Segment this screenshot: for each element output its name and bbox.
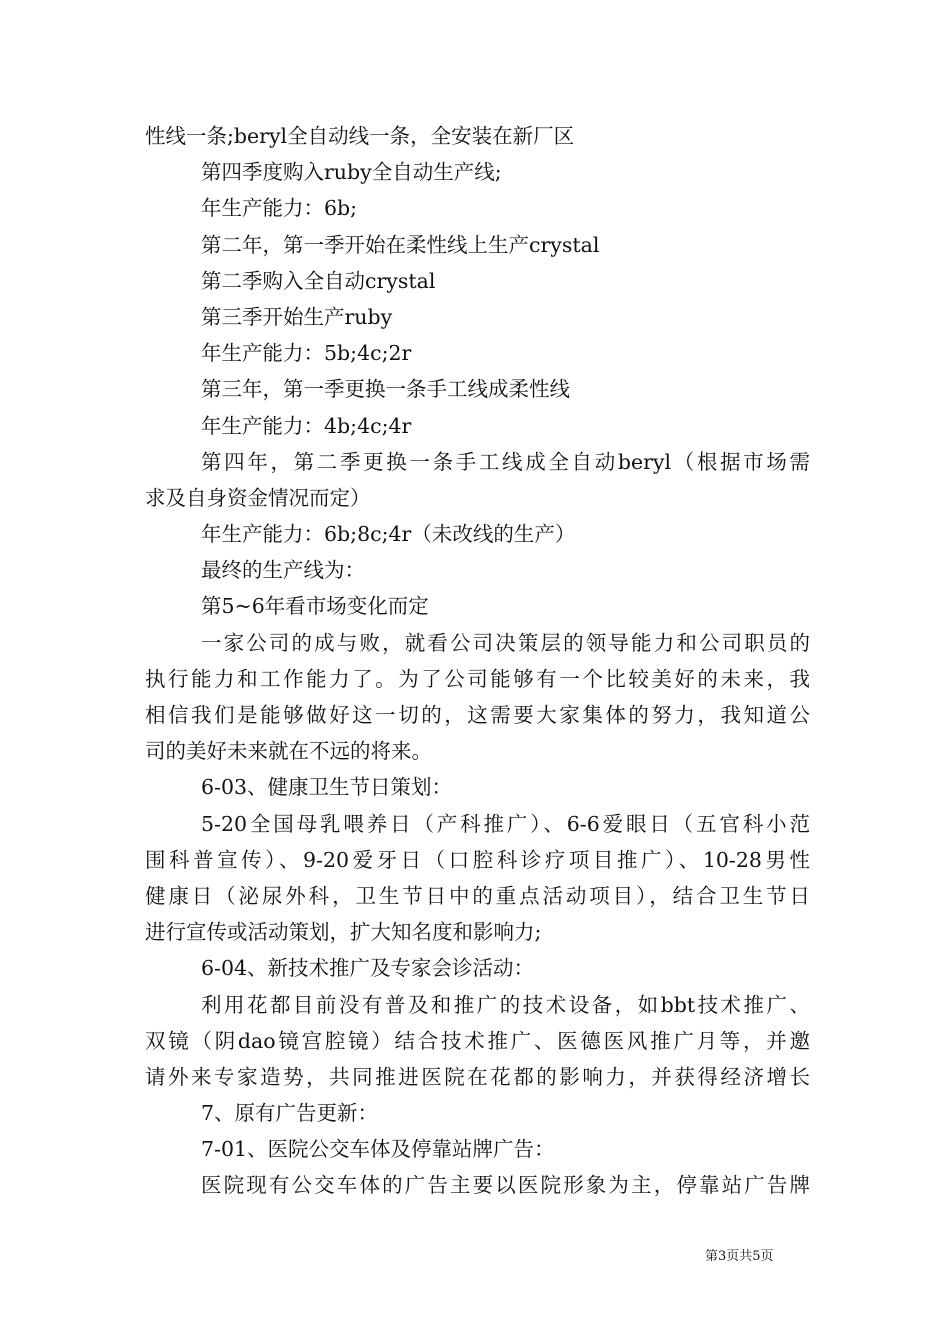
page-number: 第3页共5页 [705,1249,774,1264]
text-line: 第三季开始生产ruby [201,304,393,329]
text-line: 第二季购入全自动crystal [201,268,436,293]
text-line: 第四季度购入ruby全自动生产线; [201,160,502,185]
document-body [145,118,810,1204]
text-line: 第二年，第一季开始在柔性线上生产crystal [201,232,600,257]
text-line: 利用花都目前没有普及和推广的技术设备，如bbt技术推广、 [201,992,810,1017]
text-line: 年生产能力：5b;4c;2r [201,341,412,366]
text-line: 围科普宣传）、9-20爱牙日（口腔科诊疗项目推广）、10-28男性 [145,847,810,872]
text-line: 第四年，第二季更换一条手工线成全自动beryl（根据市场需 [201,449,810,474]
text-line: 6-04、新技术推广及专家会诊活动： [201,956,535,981]
text-line: 第5~6年看市场变化而定 [201,594,429,619]
text-line: 健康日（泌尿外科，卫生节日中的重点活动项目），结合卫生节日 [145,883,810,908]
text-line: 相信我们是能够做好这一切的，这需要大家集体的努力，我知道公 [145,703,810,727]
text-line: 7、原有广告更新： [201,1101,379,1126]
text-line: 求及自身资金情况而定） [145,485,371,510]
text-line: 5-20全国母乳喂养日（产科推广）、6-6爱眼日（五官科小范 [201,811,810,836]
text-line: 年生产能力：6b; [201,196,358,221]
text-line: 执行能力和工作能力了。为了公司能够有一个比较美好的未来，我 [145,666,810,691]
text-line: 医院现有公交车体的广告主要以医院形象为主，停靠站广告牌 [201,1173,810,1198]
text-line: 6-03、健康卫生节日策划： [201,775,453,800]
text-line: 一家公司的成与败，就看公司决策层的领导能力和公司职员的 [201,630,810,655]
text-line: 7-01、医院公交车体及停靠站牌广告： [201,1137,555,1162]
text-line: 双镜（阴dao镜宫腔镜）结合技术推广、医德医风推广月等，并邀 [145,1028,810,1053]
text-line: 年生产能力：4b;4c;4r [201,413,412,438]
text-line: 最终的生产线为： [201,558,365,583]
text-line: 请外来专家造势，共同推进医院在花都的影响力，并获得经济增长 [145,1064,810,1089]
text-line: 进行宣传或活动策划，扩大知名度和影响力; [145,920,542,945]
text-line: 第三年，第一季更换一条手工线成柔性线 [201,377,570,402]
text-line: 司的美好未来就在不远的将来。 [145,739,432,764]
text-line: 性线一条;beryl全自动线一条，全安装在新厂区 [145,124,575,148]
text-line: 年生产能力：6b;8c;4r（未改线的生产） [201,522,576,547]
